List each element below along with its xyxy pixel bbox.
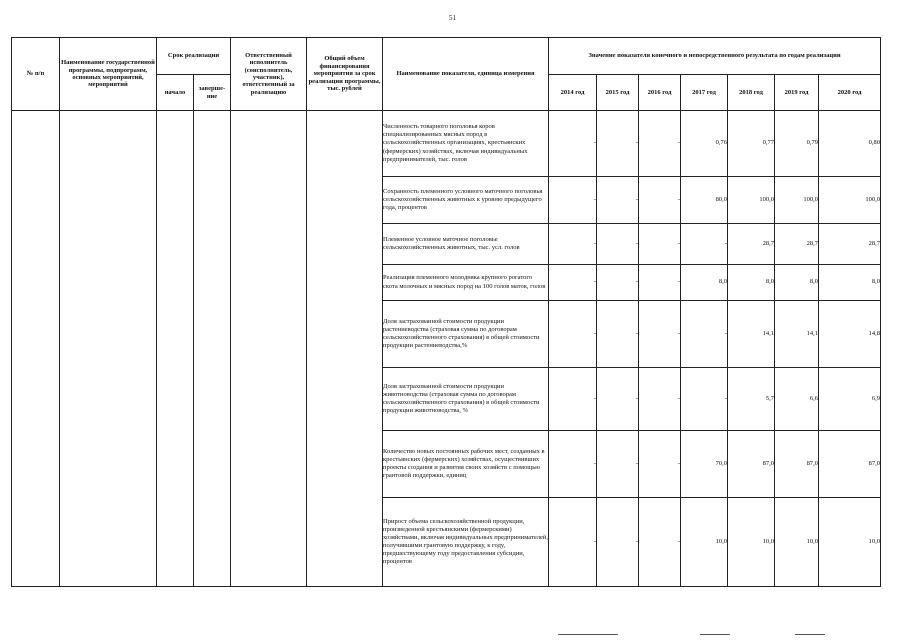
header-program: Наименование государственной программы, подпрограмм, основных мероприятий, мероприятий	[60, 38, 157, 111]
indicator-value: -	[549, 265, 597, 301]
indicator-value: 8,0	[681, 265, 728, 301]
cell-num	[12, 111, 60, 587]
indicator-value: 28,7	[728, 224, 775, 265]
indicator-value: -	[639, 431, 681, 498]
cell-start	[157, 111, 194, 587]
indicator-name: Количество новых постоянных рабочих мест, созданных в крестьянских (фермерских) хозяйствах, осуществивших проекты создания и развития своих хозяйств с помощью грантовой поддержки, единиц	[383, 431, 549, 498]
indicator-value: 6,9	[819, 368, 881, 431]
indicator-name: Доля застрахованной стоимости продукции растениеводства (страховая сумма по договорам сельскохозяйственного страхования) в общей стоимости продукции растениеводства,%	[383, 301, 549, 368]
indicator-value: -	[597, 368, 639, 431]
indicator-value: 10,0	[819, 498, 881, 587]
indicator-name: Племенное условное маточное поголовье сельскохозяйственных животных, тыс. усл. голов	[383, 224, 549, 265]
indicator-value: -	[549, 368, 597, 431]
indicator-value: -	[549, 224, 597, 265]
indicator-value: 0,77	[728, 111, 775, 177]
indicator-value: -	[681, 224, 728, 265]
indicator-name: Реализация племенного молодняка крупного рогатого скота молочных и мясных пород на 100 голов маток, голов	[383, 265, 549, 301]
indicator-value: 100,0	[728, 177, 775, 224]
indicator-value: 14,1	[728, 301, 775, 368]
cell-funding	[307, 111, 383, 587]
indicator-value: 10,0	[775, 498, 819, 587]
header-start: начало	[157, 75, 194, 111]
indicator-value: 14,1	[775, 301, 819, 368]
indicator-value: -	[639, 177, 681, 224]
indicator-value: 70,0	[681, 431, 728, 498]
indicator-value: -	[597, 111, 639, 177]
indicator-value: 6,6	[775, 368, 819, 431]
indicator-value: 28,7	[819, 224, 881, 265]
indicator-value: 0,79	[775, 111, 819, 177]
header-year: 2016 год	[639, 75, 681, 111]
indicator-value: 8,0	[728, 265, 775, 301]
indicator-value: -	[639, 265, 681, 301]
indicator-value: -	[597, 498, 639, 587]
indicator-value: 100,0	[775, 177, 819, 224]
indicator-value: 10,0	[681, 498, 728, 587]
bottom-rule	[795, 634, 825, 635]
indicator-value: 28,7	[775, 224, 819, 265]
header-num: № п/п	[12, 38, 60, 111]
indicator-value: -	[639, 224, 681, 265]
indicator-value: 87,0	[775, 431, 819, 498]
header-year: 2014 год	[549, 75, 597, 111]
indicator-name: Сохранность племенного условного маточного поголовья сельскохозяйственных животных к уровню предыдущего года, процентов	[383, 177, 549, 224]
indicator-value: -	[597, 177, 639, 224]
indicator-value: -	[597, 224, 639, 265]
bottom-rule	[558, 634, 618, 635]
header-funding: Общий объем финансирования мероприятия за срок реализации программы, тыс. рублей	[307, 38, 383, 111]
indicator-value: 87,0	[728, 431, 775, 498]
header-year: 2018 год	[728, 75, 775, 111]
cell-responsible	[231, 111, 307, 587]
header-year: 2019 год	[775, 75, 819, 111]
results-table	[11, 37, 881, 587]
indicator-name: Доля застрахованной стоимости продукции животноводства (страховая сумма по договорам сельскохозяйственного страхования) в общей стоимости продукции животноводства, %	[383, 368, 549, 431]
indicator-value: 100,0	[819, 177, 881, 224]
indicator-value: -	[681, 368, 728, 431]
bottom-rule	[700, 634, 730, 635]
page-number: 51	[449, 14, 456, 22]
indicator-value: 5,7	[728, 368, 775, 431]
indicator-value: 0,80	[819, 111, 881, 177]
indicator-value: -	[597, 301, 639, 368]
indicator-value: 8,0	[819, 265, 881, 301]
indicator-value: -	[639, 368, 681, 431]
header-year: 2017 год	[681, 75, 728, 111]
header-values-group: Значение показателя конечного и непосредственного результата по годам реализации	[549, 38, 881, 75]
header-indicator: Наименование показателя, единица измерения	[383, 38, 549, 111]
indicator-value: 87,0	[819, 431, 881, 498]
cell-program	[60, 111, 157, 587]
header-responsible: Ответственный исполнитель (соисполнитель, участник), ответственный за реализацию	[231, 38, 307, 111]
indicator-value: 10,0	[728, 498, 775, 587]
indicator-value: 0,76	[681, 111, 728, 177]
indicator-name: Прирост объема сельскохозяйственной продукции, произведенной крестьянскими (фермерскими) хозяйствами, включая индивидуальных предпринимателей, получившими грантовую поддержку, к году, предшествующему году предоставления субсидии, процентов	[383, 498, 549, 587]
indicator-value: -	[549, 301, 597, 368]
indicator-value: 80,0	[681, 177, 728, 224]
indicator-value: -	[639, 301, 681, 368]
indicator-value: -	[549, 498, 597, 587]
indicator-value: -	[549, 111, 597, 177]
indicator-value: -	[639, 111, 681, 177]
indicator-value: -	[639, 498, 681, 587]
header-year: 2015 год	[597, 75, 639, 111]
indicator-value: -	[597, 431, 639, 498]
indicator-value: -	[549, 431, 597, 498]
indicator-name: Численность товарного поголовья коров специализированных мясных пород в сельскохозяйственных организациях, крестьянских (фермерских) хозяйствах, включая индивидуальных предпринимателей, тыс. голов	[383, 111, 549, 177]
indicator-value: 14,8	[819, 301, 881, 368]
header-period: Срок реализации	[157, 38, 231, 75]
indicator-value: -	[549, 177, 597, 224]
indicator-value: -	[681, 301, 728, 368]
cell-end	[194, 111, 231, 587]
indicator-value: 8,0	[775, 265, 819, 301]
indicator-value: -	[597, 265, 639, 301]
header-year: 2020 год	[819, 75, 881, 111]
header-end: заверше-ние	[194, 75, 231, 111]
